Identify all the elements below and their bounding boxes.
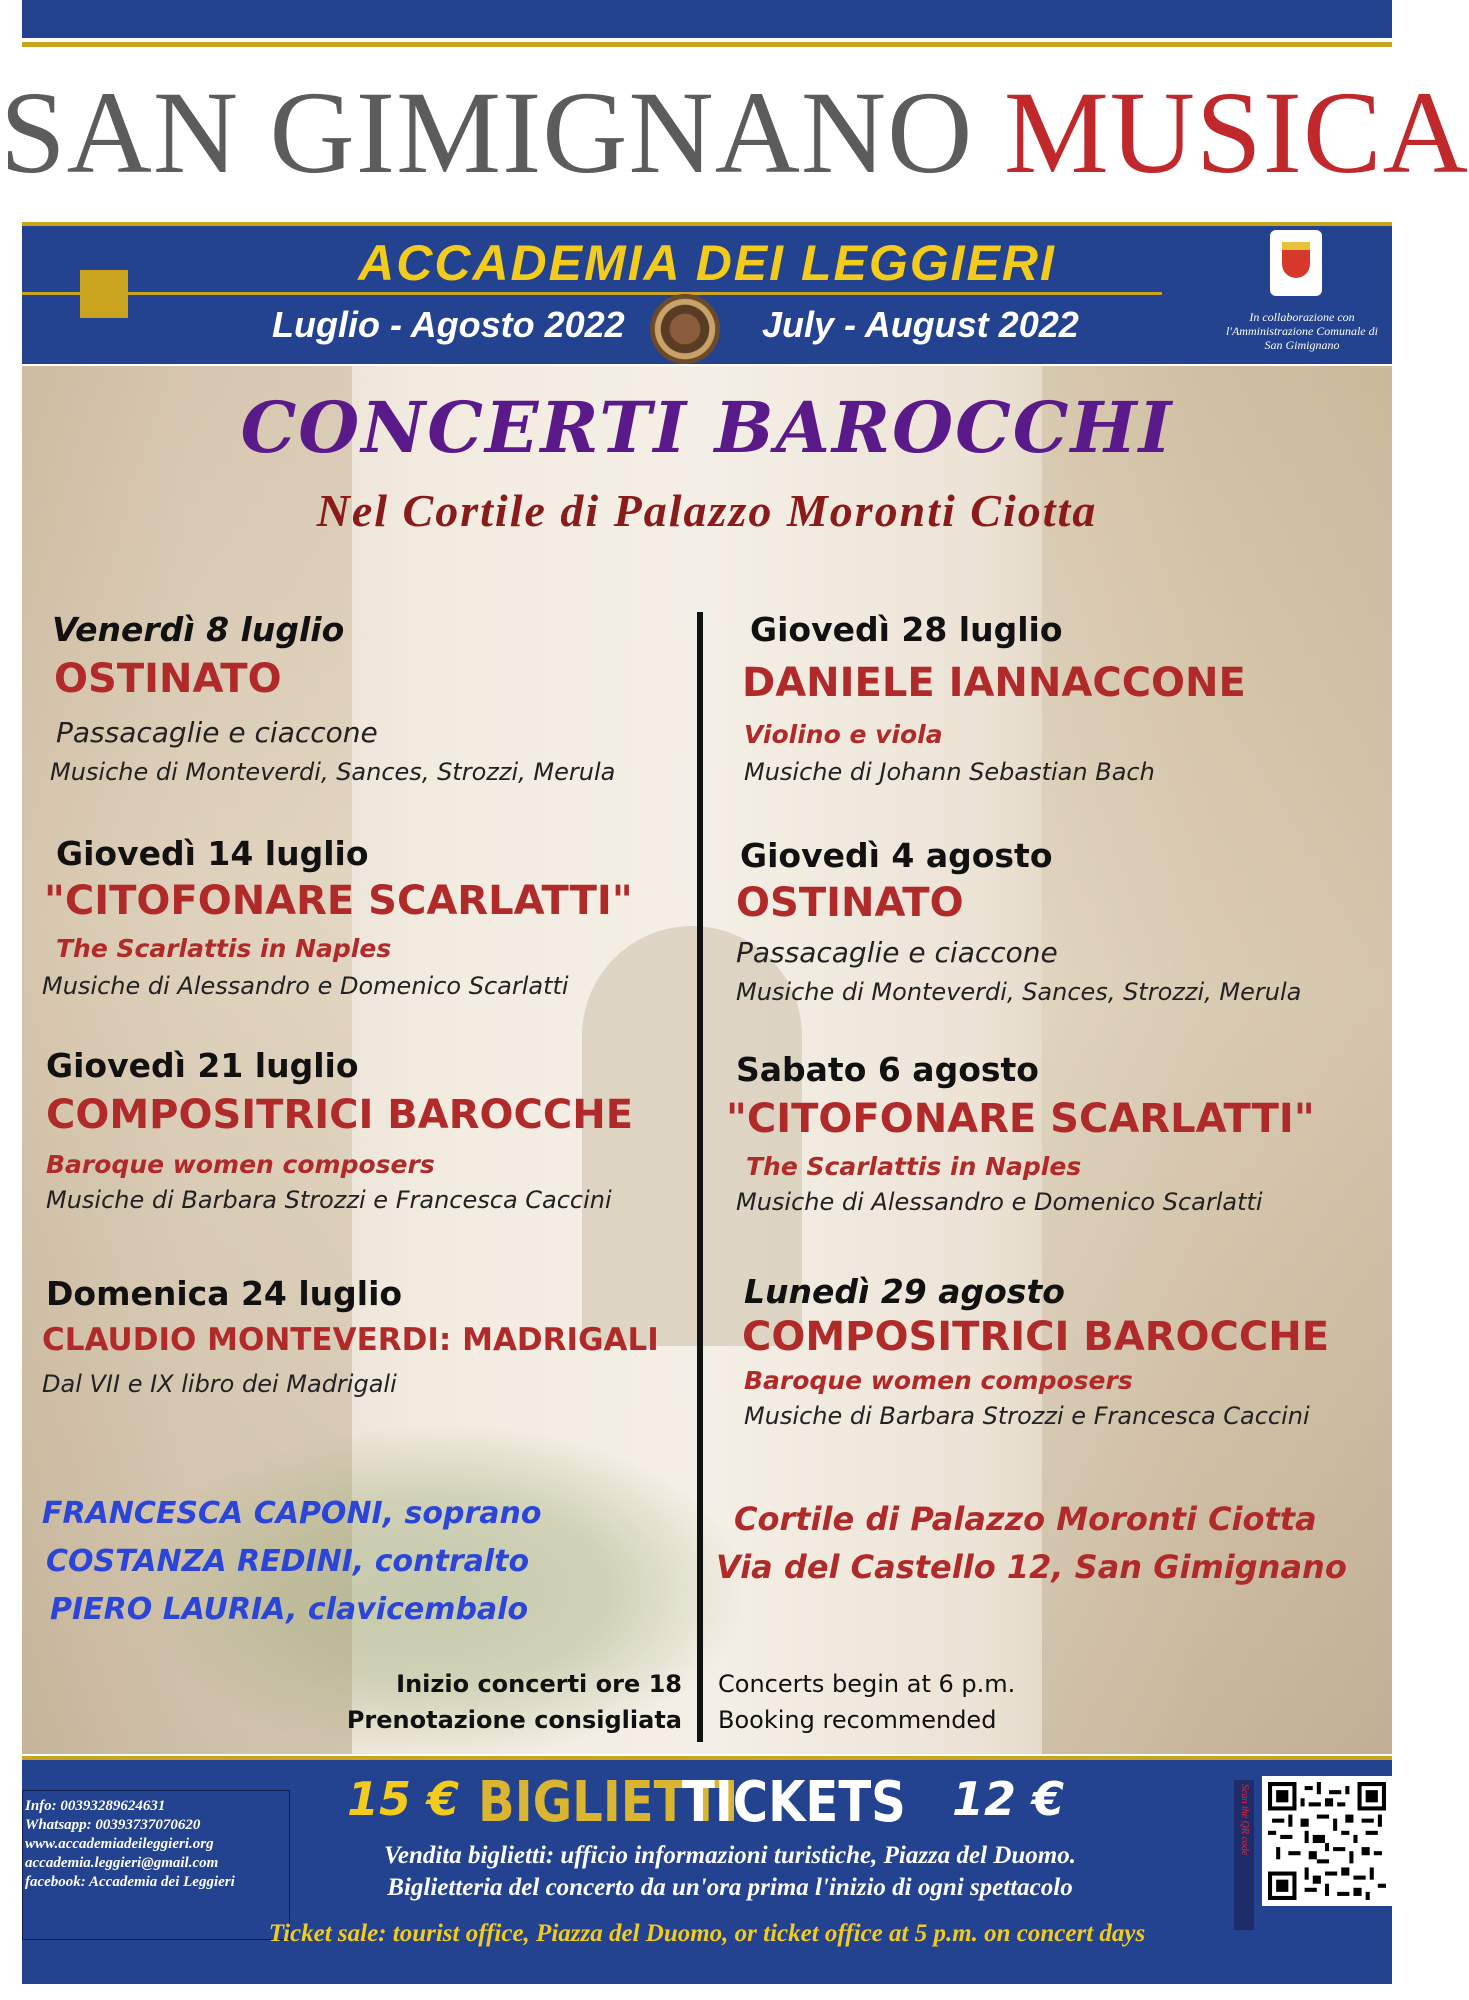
coat-of-arms-icon xyxy=(1270,230,1322,296)
title-part-musica: MUSICA xyxy=(1003,67,1469,198)
event-details: Musiche di Barbara Strozzi e Francesca Caccini xyxy=(744,1402,1310,1430)
header-banner xyxy=(22,222,1392,364)
event-details: Musiche di Alessandro e Domenico Scarlatti xyxy=(736,1188,1263,1216)
event-subtitle: The Scarlattis in Naples xyxy=(746,1152,1082,1181)
qr-code-graphic xyxy=(1268,1782,1386,1900)
event-title: OSTINATO xyxy=(736,880,964,926)
headline: CONCERTI BAROCCHI xyxy=(240,386,1174,469)
contact-facebook: facebook: Accademia dei Leggieri xyxy=(25,1874,235,1890)
event-date: Giovedì 4 agosto xyxy=(740,836,1053,875)
event-date: Giovedì 28 luglio xyxy=(750,610,1063,649)
event-title: OSTINATO xyxy=(54,656,282,702)
festival-title xyxy=(0,58,1469,208)
event-title: CLAUDIO MONTEVERDI: MADRIGALI xyxy=(42,1322,659,1358)
ticket-sale-info-en: Ticket sale: tourist office, Piazza del Duomo, or ticket office at 5 p.m. on concert days xyxy=(268,1920,1146,1947)
performer: COSTANZA REDINI, contralto xyxy=(46,1544,530,1579)
event-details: Musiche di Alessandro e Domenico Scarlatti xyxy=(42,972,569,1000)
banner-gold-line xyxy=(22,292,1162,295)
event-date: Domenica 24 luglio xyxy=(46,1274,403,1313)
start-time-en: Concerts begin at 6 p.m. xyxy=(718,1670,1016,1698)
event-title: COMPOSITRICI BAROCCHE xyxy=(46,1092,634,1138)
event-title: "CITOFONARE SCARLATTI" xyxy=(726,1096,1315,1142)
academy-name: ACCADEMIA DEI LEGGIERI xyxy=(358,235,1056,291)
event-subtitle: Violino e viola xyxy=(744,720,943,749)
event-date: Lunedì 29 agosto xyxy=(744,1272,1065,1311)
academy-seal-icon xyxy=(650,294,720,364)
event-title: DANIELE IANNACCONE xyxy=(742,660,1246,706)
qr-code-icon[interactable] xyxy=(1262,1776,1392,1906)
venue-address: Via del Castello 12, San Gimignano xyxy=(716,1548,1347,1586)
dates-italian: Luglio - Agosto 2022 xyxy=(272,304,625,345)
gold-square-decoration xyxy=(80,270,128,318)
qr-caption-strip xyxy=(1234,1780,1254,1930)
contact-email[interactable]: accademia.leggieri@gmail.com xyxy=(25,1855,219,1871)
biglietti-label: BIGLIETTI xyxy=(478,1770,739,1835)
shield-icon xyxy=(1282,242,1310,278)
start-time-it: Inizio concerti ore 18 xyxy=(396,1670,682,1698)
top-gold-line xyxy=(22,42,1392,47)
event-date: Giovedì 21 luglio xyxy=(46,1046,359,1085)
event-details: Musiche di Barbara Strozzi e Francesca Caccini xyxy=(46,1186,612,1214)
event-date: Giovedì 14 luglio xyxy=(56,834,369,873)
event-subtitle: Passacaglie e ciaccone xyxy=(56,716,378,749)
tickets-label: TICKETS xyxy=(682,1770,906,1835)
background-photo-wall-right xyxy=(1042,366,1392,1754)
contact-box xyxy=(22,1790,290,1940)
booking-note-it: Prenotazione consigliata xyxy=(346,1706,682,1734)
event-subtitle: Baroque women composers xyxy=(46,1150,435,1179)
column-divider xyxy=(697,612,703,1742)
main-poster-area xyxy=(22,366,1392,1754)
qr-caption: Scan the QR code xyxy=(1239,1784,1250,1856)
venue-name: Cortile di Palazzo Moronti Ciotta xyxy=(734,1500,1317,1538)
event-subtitle: Passacaglie e ciaccone xyxy=(736,936,1058,969)
event-details: Musiche di Monteverdi, Sances, Strozzi, Merula xyxy=(736,978,1302,1006)
event-details: Dal VII e IX libro dei Madrigali xyxy=(42,1370,397,1398)
contact-whatsapp: Whatsapp: 00393737070620 xyxy=(25,1817,201,1833)
event-subtitle: Baroque women composers xyxy=(744,1366,1133,1395)
contact-phone: Info: 00393289624631 xyxy=(25,1798,166,1814)
performer: FRANCESCA CAPONI, soprano xyxy=(42,1496,542,1531)
ticket-sale-info-it-2: Biglietteria del concerto da un'ora prima l'inizio di ogni spettacolo xyxy=(387,1874,1073,1901)
full-price: 15 € xyxy=(347,1772,460,1826)
performer: PIERO LAURIA, clavicembalo xyxy=(50,1592,529,1627)
event-date: Sabato 6 agosto xyxy=(736,1050,1039,1089)
reduced-price: 12 € xyxy=(952,1772,1065,1826)
title-part-san-gimignano: SAN GIMIGNANO xyxy=(0,67,1004,198)
event-title: COMPOSITRICI BAROCCHE xyxy=(742,1314,1330,1360)
dates-english: July - August 2022 xyxy=(762,304,1079,345)
booking-note-en: Booking recommended xyxy=(718,1706,997,1734)
event-details: Musiche di Johann Sebastian Bach xyxy=(744,758,1155,786)
top-band xyxy=(22,0,1392,38)
ticket-sale-info-it-1: Vendita biglietti: ufficio informazioni turistiche, Piazza del Duomo. xyxy=(384,1842,1076,1869)
event-date: Venerdì 8 luglio xyxy=(52,610,345,649)
event-subtitle: The Scarlattis in Naples xyxy=(56,934,392,963)
ticket-footer xyxy=(22,1756,1392,1984)
event-details: Musiche di Monteverdi, Sances, Strozzi, Merula xyxy=(50,758,616,786)
event-title: "CITOFONARE SCARLATTI" xyxy=(44,878,633,924)
contact-website[interactable]: www.accademiadeileggieri.org xyxy=(25,1836,214,1852)
subheadline: Nel Cortile di Palazzo Moronti Ciotta xyxy=(316,485,1098,536)
collaboration-note: In collaborazione con l'Amministrazione Comunale di San Gimignano xyxy=(1226,310,1378,352)
